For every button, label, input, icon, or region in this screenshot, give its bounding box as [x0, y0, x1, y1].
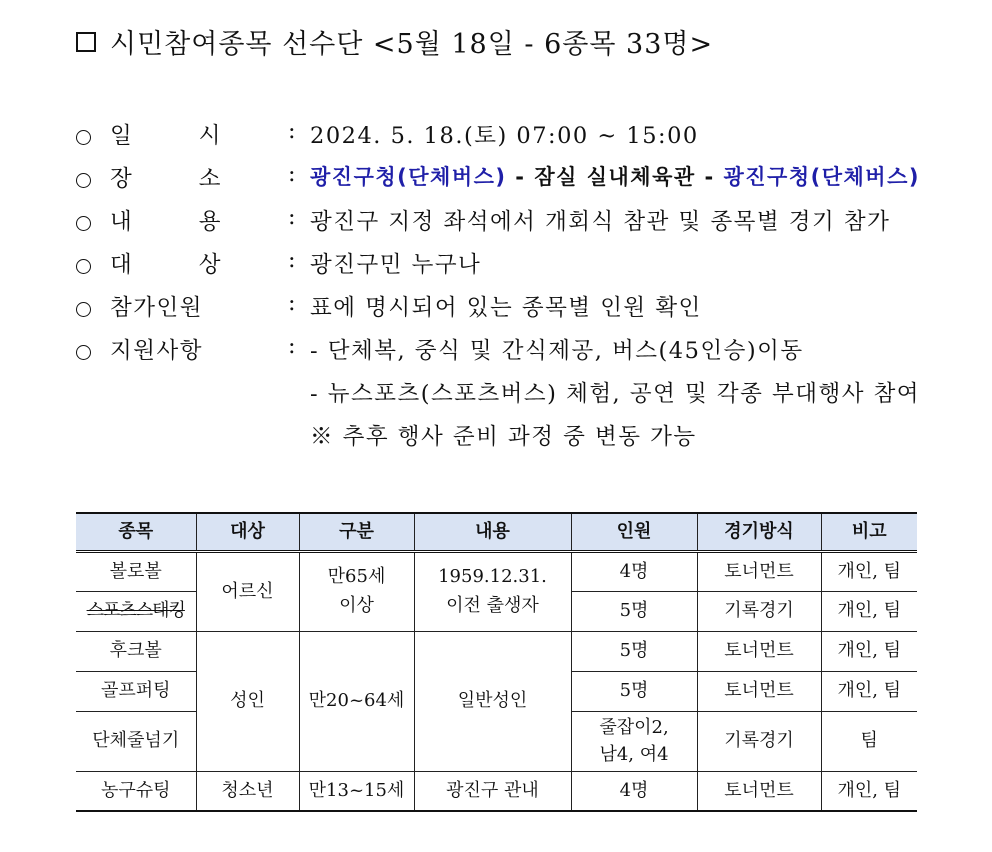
cell-method: 토너먼트 — [697, 631, 821, 671]
cell-content: 일반성인 — [414, 631, 571, 771]
cell-count: 줄잡이2, 남4, 여4 — [571, 711, 697, 771]
cell-content: 광진구 관내 — [414, 771, 571, 811]
circle-bullet-icon — [76, 345, 91, 360]
support-note: ※ 추후 행사 준비 과정 중 변동 가능 — [310, 424, 697, 450]
circle-bullet-icon — [76, 216, 91, 231]
cell-note: 개인, 팀 — [821, 771, 917, 811]
support-line-2: - 뉴스포츠(스포츠버스) 체험, 공연 및 각종 부대행사 참여 — [310, 381, 921, 407]
content-label: 내 용 — [110, 209, 222, 235]
cell-target: 어르신 — [196, 551, 299, 631]
circle-bullet-icon — [76, 130, 91, 145]
cell-count: 5명 — [571, 631, 697, 671]
support-label: 지원사항 — [110, 338, 203, 364]
cell-method: 기록경기 — [697, 711, 821, 771]
date-value: 2024. 5. 18.(토) 07:00 ~ 15:00 — [310, 123, 699, 149]
participants-label: 참가인원 — [110, 295, 203, 321]
colon: : — [288, 204, 298, 230]
cell-target: 청소년 — [196, 771, 299, 811]
cell-target: 성인 — [196, 631, 299, 771]
cell-count: 4명 — [571, 771, 697, 811]
cell-event: 농구슈팅 — [76, 771, 196, 811]
header-event: 종목 — [76, 513, 196, 551]
cell-division: 만65세 이상 — [299, 551, 414, 631]
cell-method: 토너먼트 — [697, 671, 821, 711]
schedule-table — [76, 512, 917, 812]
cell-event: 후크볼 — [76, 631, 196, 671]
header-method: 경기방식 — [697, 513, 821, 551]
cell-event: 단체줄넘기 — [76, 711, 196, 771]
colon: : — [288, 161, 298, 187]
cell-count: 4명 — [571, 551, 697, 591]
cell-count: 5명 — [571, 591, 697, 631]
place-return: 광진구청(단체버스) — [723, 165, 920, 189]
date-label: 일 시 — [110, 123, 222, 149]
place-origin: 광진구청(단체버스) — [310, 165, 507, 189]
table-row — [76, 771, 917, 811]
checkbox-square-icon — [76, 32, 96, 52]
cell-method: 토너먼트 — [697, 551, 821, 591]
support-line-1: - 단체복, 중식 및 간식제공, 버스(45인승)이동 — [310, 338, 804, 364]
cell-division: 만13~15세 — [299, 771, 414, 811]
circle-bullet-icon — [76, 302, 91, 317]
cell-method: 토너먼트 — [697, 771, 821, 811]
target-value: 광진구민 누구나 — [310, 252, 482, 278]
content-value: 광진구 지정 좌석에서 개회식 참관 및 종목별 경기 참가 — [310, 209, 891, 235]
cell-event: 스포츠스태킹 — [76, 591, 196, 631]
colon: : — [288, 247, 298, 273]
cell-note: 개인, 팀 — [821, 631, 917, 671]
place-value: 광진구청(단체버스) - 잠실 실내체육관 - 광진구청(단체버스) — [310, 165, 920, 189]
circle-bullet-icon — [76, 173, 91, 188]
cell-note: 개인, 팀 — [821, 671, 917, 711]
cell-note: 개인, 팀 — [821, 591, 917, 631]
colon: : — [288, 290, 298, 316]
cell-method: 기록경기 — [697, 591, 821, 631]
place-label: 장 소 — [110, 166, 222, 192]
cell-division: 만20~64세 — [299, 631, 414, 771]
header-target: 대상 — [196, 513, 299, 551]
header-count: 인원 — [571, 513, 697, 551]
header-division: 구분 — [299, 513, 414, 551]
page-title — [76, 22, 713, 61]
cell-event: 골프퍼팅 — [76, 671, 196, 711]
page-title-text: 시민참여종목 선수단 <5월 18일 - 6종목 33명> — [110, 29, 714, 60]
table-row — [76, 631, 917, 671]
table-row — [76, 551, 917, 591]
table-header-row — [76, 513, 917, 551]
circle-bullet-icon — [76, 259, 91, 274]
header-note: 비고 — [821, 513, 917, 551]
target-label: 대 상 — [110, 252, 222, 278]
colon: : — [288, 118, 298, 144]
cell-content: 1959.12.31. 이전 출생자 — [414, 551, 571, 631]
cell-count: 5명 — [571, 671, 697, 711]
place-venue: 잠실 실내체육관 — [534, 165, 696, 189]
cell-event: 볼로볼 — [76, 551, 196, 591]
colon: : — [288, 333, 298, 359]
cell-note: 개인, 팀 — [821, 551, 917, 591]
cell-note: 팀 — [821, 711, 917, 771]
participants-value: 표에 명시되어 있는 종목별 인원 확인 — [310, 295, 702, 321]
header-content: 내용 — [414, 513, 571, 551]
